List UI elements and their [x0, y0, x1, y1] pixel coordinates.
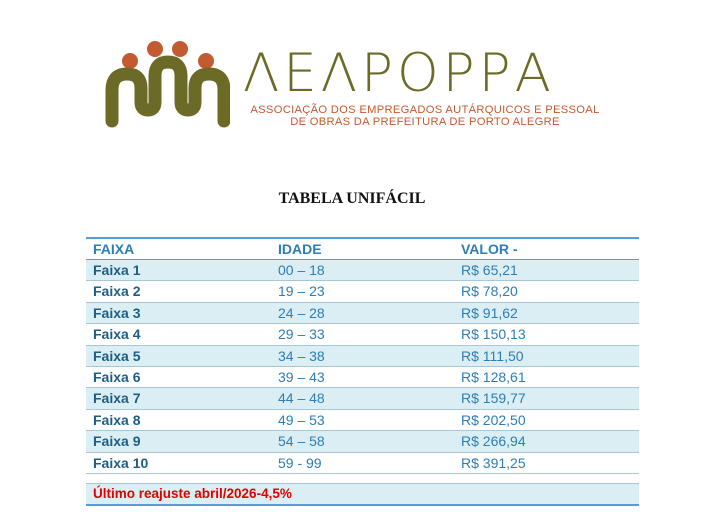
cell-faixa: Faixa 7	[93, 390, 141, 407]
cell-idade: 44 – 48	[278, 390, 325, 407]
cell-idade: 39 – 43	[278, 368, 325, 385]
cell-valor: R$ 128,61	[461, 368, 526, 385]
cell-valor: R$ 159,77	[461, 390, 526, 407]
document-title: TABELA UNIFÁCIL	[278, 190, 426, 207]
table-row	[86, 453, 639, 474]
cell-valor: R$ 111,50	[461, 347, 524, 364]
cell-faixa: Faixa 4	[93, 326, 141, 343]
cell-idade: 19 – 23	[278, 283, 325, 300]
table-row	[86, 303, 639, 324]
table-header	[86, 237, 639, 260]
cell-faixa: Faixa 2	[93, 283, 141, 300]
table-row	[86, 260, 639, 281]
header-faixa: FAIXA	[93, 241, 135, 257]
association-logo	[100, 38, 620, 134]
cell-idade: 49 – 53	[278, 411, 325, 428]
cell-valor: R$ 202,50	[461, 411, 526, 428]
cell-faixa: Faixa 5	[93, 347, 141, 364]
table-row	[86, 324, 639, 345]
subtitle-line-1: ASSOCIAÇÃO DOS EMPREGADOS AUTÁRQUICOS E PESSOAL	[250, 104, 600, 116]
cell-faixa: Faixa 8	[93, 411, 141, 428]
cell-valor: R$ 391,25	[461, 454, 526, 471]
people-logo-icon	[100, 38, 230, 134]
association-subtitle	[245, 104, 605, 128]
cell-faixa: Faixa 3	[93, 304, 141, 321]
cell-valor: R$ 78,20	[461, 283, 518, 300]
table-row	[86, 346, 639, 367]
header-valor: VALOR -	[461, 241, 518, 257]
table-row	[86, 367, 639, 388]
table-divider	[86, 474, 639, 484]
table-row	[86, 431, 639, 452]
cell-valor: R$ 266,94	[461, 433, 526, 450]
table-row	[86, 410, 639, 431]
table-row	[86, 281, 639, 302]
cell-faixa: Faixa 10	[93, 454, 149, 471]
price-table	[86, 237, 639, 506]
cell-faixa: Faixa 9	[93, 433, 141, 450]
header-idade: IDADE	[278, 241, 322, 257]
table-footnote-row	[86, 484, 639, 506]
cell-idade: 59 - 99	[278, 454, 322, 471]
cell-valor: R$ 91,62	[461, 304, 518, 321]
footnote-text: Último reajuste abril/2026-4,5%	[93, 485, 292, 501]
subtitle-line-2: DE OBRAS DA PREFEITURA DE PORTO ALEGRE	[290, 116, 560, 128]
table-row	[86, 388, 639, 409]
cell-faixa: Faixa 1	[93, 262, 141, 278]
cell-idade: 34 – 38	[278, 347, 325, 364]
cell-idade: 00 – 18	[278, 262, 325, 278]
cell-valor: R$ 150,13	[461, 326, 526, 343]
cell-faixa: Faixa 6	[93, 368, 141, 385]
cell-idade: 54 – 58	[278, 433, 325, 450]
cell-idade: 24 – 28	[278, 304, 325, 321]
cell-valor: R$ 65,21	[461, 262, 518, 278]
cell-idade: 29 – 33	[278, 326, 325, 343]
association-name: ΛΕΛΡΟΡΡΑ	[243, 43, 555, 104]
